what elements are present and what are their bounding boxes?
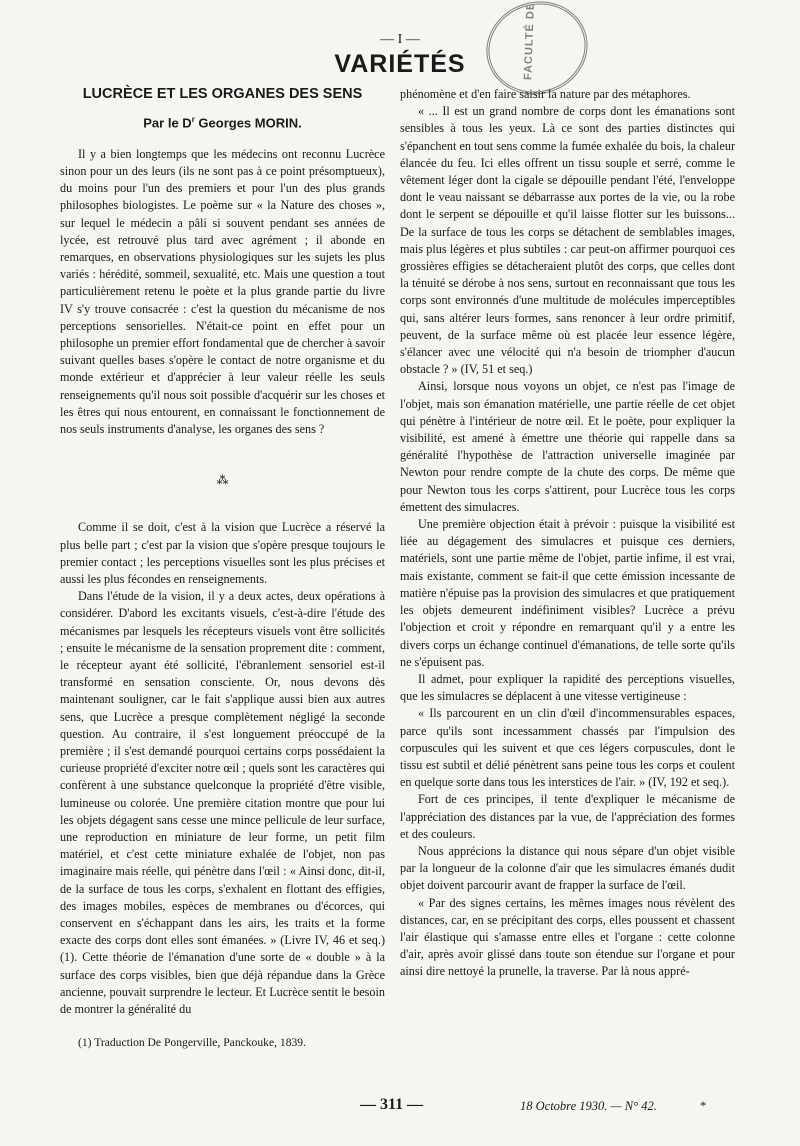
byline xyxy=(60,111,385,132)
byline-prefix: Par le D xyxy=(143,115,192,131)
paragraph: Il admet, pour expliquer la rapidité des perceptions visuelles, que les simulacres se déplacent à une vitesse vertigineuse : xyxy=(400,671,735,704)
footer-mark: * xyxy=(700,1099,707,1113)
byline-name: Georges MORIN. xyxy=(194,115,302,131)
right-column xyxy=(400,86,735,981)
paragraph: Comme il se doit, c'est à la vision que Lucrèce a réservé la plus belle part ; c'est par la vision que s'opère presque toujours le premier contact ; les perceptions visuelles sont les plus précises et aussi les plus fécondes en renseignements. xyxy=(60,520,385,586)
paragraph: Il y a bien longtemps que les médecins ont reconnu Lucrèce sinon pour un des leurs (ils ne sont pas à ce point présomptueux), du moins pour l'un des premiers et pour l'un des plus grands philosophes biologistes. Le poème sur « la Nature des choses », sur lequel le médecin a pâli si souvent pendant ses années de lycée, est retrouvé plus tard avec agrément ; il abonde en remarques, en observations physiologiques sur les sujets les plus variés : hérédité, sommeil, sexualité, etc. Mais une question a tout particulièrement retenu le poète et la plus grande partie du livre IV s'y trouve consacrée : c'est la question du mécanisme de nos perceptions sensorielles. N'était-ce point en effet pour un philosophe un premier effort fondamental que de chercher à savoir suivant quelles bases s'opère le contact de notre organisme et du monde extérieur et d'apprécier à leur valeur réelle les seuls renseignements qu'il nous soit possible d'acquérir sur les choses et les êtres qui nous entourent, en connaissant le fonctionnement de nos seuls instruments d'analyse, les organes des sens ? xyxy=(60,146,385,436)
page-mark: — I — xyxy=(380,32,420,47)
left-column xyxy=(60,86,385,1051)
paragraph: Dans l'étude de la vision, il y a deux actes, deux opérations à considérer. D'abord les excitants visuels, c'est-à-dire l'étude des mécanismes par lesquels les récepteurs visuels vont être sollicités ; ensuite le mécanisme de la sensation proprement dite : comment, le récepteur ayant été sollicité, l'ébranlement sensoriel est-il transformé en sensation consciente. Or, nous devons dès maintenant souligner, car le fait s'applique aussi bien aux autres sens, que Lucrèce a presque complètement négligé la seconde question. Au contraire, il s'est longuement préoccupé de la première ; il s'est demandé pourquoi certains corps possédaient la curieuse propriété d'exciter notre œil ; quels sont les caractères qui confèrent à une substance quelconque la propriété d'être visible, lumineuse ou colorée. Une première citation montre que pour lui les objets dégagent sans cesse une mince pellicule de leur surface, une reproduction en miniature de leur forme, un petit film matériel, et c'est cette miniature exhalée de l'objet, non pas imaginaire mais réelle, qui pénètre dans l'œil : « Ainsi donc, dit-il, de la surface de tous les corps, s'exhalent en flottant des effigies, des images mobiles, espèces de membranes ou d'écorces, qui conservent en s'échappant dans les airs, les traits et la forme exacte des corps dont elles sont émanées. » (Livre IV, 46 et seq.) (1). Cette théorie de l'émanation d'une sorte de « double » à la surface des corps visibles, bien que déjà répandue dans la Grèce ancienne, pouvait surprendre le lecteur. Et Lucrèce sentit le besoin de montrer la généralité du xyxy=(60,589,385,1017)
stamp-text: FACULTÉ DE xyxy=(522,1,537,81)
footnote: (1) Traduction De Pongerville, Panckouke, 1839. xyxy=(78,1036,306,1050)
paragraph: Ainsi, lorsque nous voyons un objet, ce n'est pas l'image de l'objet, mais son émanation matérielle, une partie réelle de cet objet qui pénètre à l'intérieur de notre œil. Et le poète, pour expliquer la visibilité, est amené à émettre une théorie qui rappelle dans sa généralité l'hypothèse de l'attraction universelle imaginée par Newton pour rendre compte de la chute des corps. De même que pour Newton tous les corps s'attirent, pour Lucrèce tous les corps émettent des simulacres. xyxy=(400,379,735,514)
issue-date: 18 Octobre 1930. — N° 42. xyxy=(520,1099,657,1113)
paragraph: Une première objection était à prévoir : puisque la visibilité est liée au dégagement des simulacres et puisque ces derniers, matériels, sont une partie même de l'objet, partie infime, il est vrai, mais existante, comment se fait-il que cette émission incessante de matière n'épuise pas la provision des simulacres et que pratiquement les objets demeurent indéfiniment visibles? Lucrèce a prévu l'objection et croit y répondre en remarquant qu'il y a entre les divers corps un échange continuel d'émanations, de telle sorte qu'ils ne s'épuisent pas. xyxy=(400,517,735,669)
paragraph: « Ils parcourent en un clin d'œil d'incommensurables espaces, parce qu'ils sont incessamment chassés par l'impulsion des corpuscules qui les suivent et que ces légers corpuscules, dont le tissu est subtil et délié pénètrent sans peine tous les corps et coulent en quelque sorte dans tous les interstices de l'air. » (IV, 192 et seq.). xyxy=(400,706,735,790)
paragraph: Nous apprécions la distance qui nous sépare d'un objet visible par la longueur de la colonne d'air que les simulacres émanés dudit objet doivent parcourir avant de frapper la surface de l'œil. xyxy=(400,843,735,893)
page-number: — 311 — xyxy=(360,1096,424,1113)
asterism: ⁂ xyxy=(216,473,229,488)
section-title: VARIÉTÉS xyxy=(334,50,466,78)
paragraph: Fort de ces principes, il tente d'expliquer le mécanisme de l'appréciation des distances par la vue, de l'appréciation des formes et des couleurs. xyxy=(400,792,735,841)
paragraph: phénomène et d'en faire saisir la nature par des métaphores. xyxy=(400,87,691,101)
article-title: LUCRÈCE ET LES ORGANES DES SENS xyxy=(82,86,363,102)
byline-sup: r xyxy=(191,115,195,125)
paragraph: « Par des signes certains, les mêmes images nous révèlent des distances, car, en se précipitant des corps, elles poussent et chassent l'air élastique qui s'amasse entre elles et l'organe : cette colonne d'air, après avoir glissé dans toute son étendue sur l'organe et pour ainsi dire nettoyé la prunelle, la traverse. Par là nous appré- xyxy=(400,895,735,979)
paragraph: « ... Il est un grand nombre de corps dont les émanations sont sensibles à tous les yeux. Là ce sont des parties distinctes qui s'épanchent en tout sens comme la fumée exhalée du bois, la chaleur élancée du feu. Ici elles offrent un tissu souple et serré, comme le vêtement léger dont la cigale se dépouille pendant l'été, l'enveloppe dont le veau naissant se débarrasse aux portes de la vie, ou la robe dont le serpent se dépouille et qu'il laisse flotter sur les buissons... De la surface de tous les corps se détachent de semblables images, mais plus légères et plus subtiles : car peut-on affirmer pourquoi ces grossières effigies se détacheraient plutôt des corps, que celles dont la ténuité se dérobe à nos sens, surtout en reconnaissant que tous les corps sont environnés d'une multitude de molécules imperceptibles qui, sans altérer leurs formes, sans renoncer à leur ordre primitif, peuvent, de la surface même où est placée leur essence légère, s'élancer avec une vélocité qui n'a besoin de triompher d'aucun obstacle ? » (IV, 51 et seq.) xyxy=(400,104,735,377)
